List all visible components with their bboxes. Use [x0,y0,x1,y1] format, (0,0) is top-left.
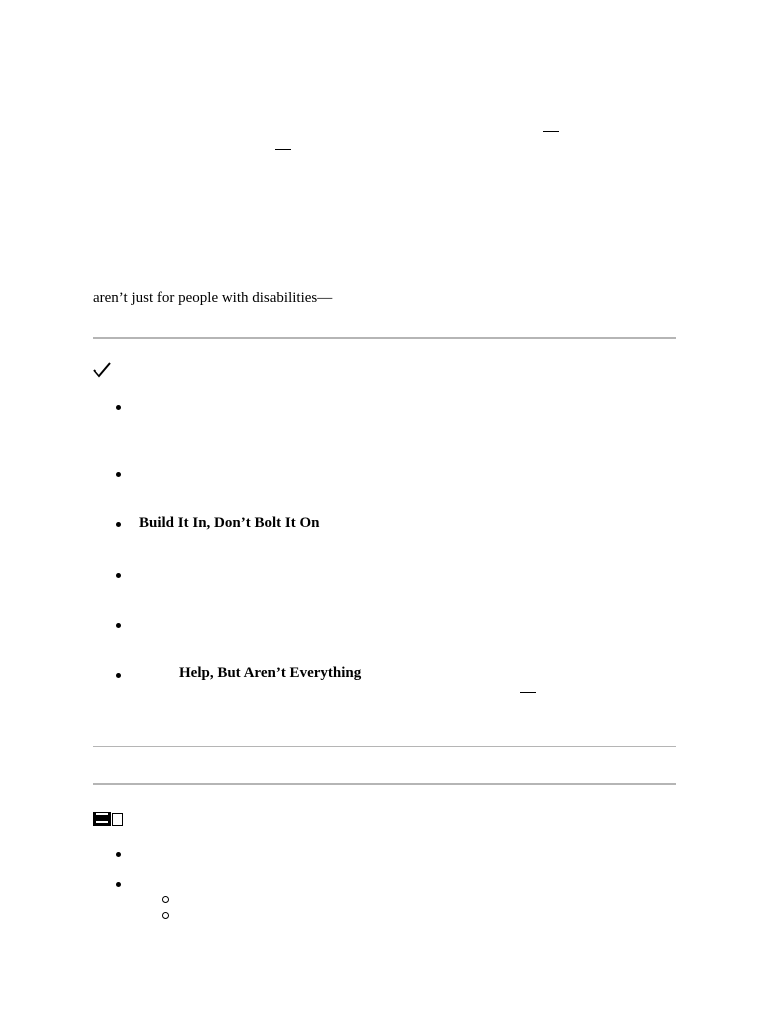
list-item-bullet [116,673,121,678]
dash-mark [520,692,536,693]
list-item-bullet [116,522,121,527]
intro-text: aren’t just for people with disabilities— [93,290,333,306]
section-divider [93,746,676,747]
dash-mark [275,149,291,150]
sub-list-item-bullet [162,912,169,919]
list-item-bullet [116,852,121,857]
sub-list-item-bullet [162,896,169,903]
section-divider [93,337,676,339]
list-item-bullet [116,472,121,477]
dash-mark [543,131,559,132]
list-item-heading: Help, But Aren’t Everything [179,665,362,681]
section-divider [93,783,676,785]
list-item-bullet [116,623,121,628]
toolbox-icon [93,812,111,826]
check-mark-icon [93,362,111,378]
empty-square-icon [112,813,123,826]
list-item-heading: Build It In, Don’t Bolt It On [139,515,320,531]
list-item-bullet [116,882,121,887]
list-item-bullet [116,573,121,578]
list-item-bullet [116,405,121,410]
